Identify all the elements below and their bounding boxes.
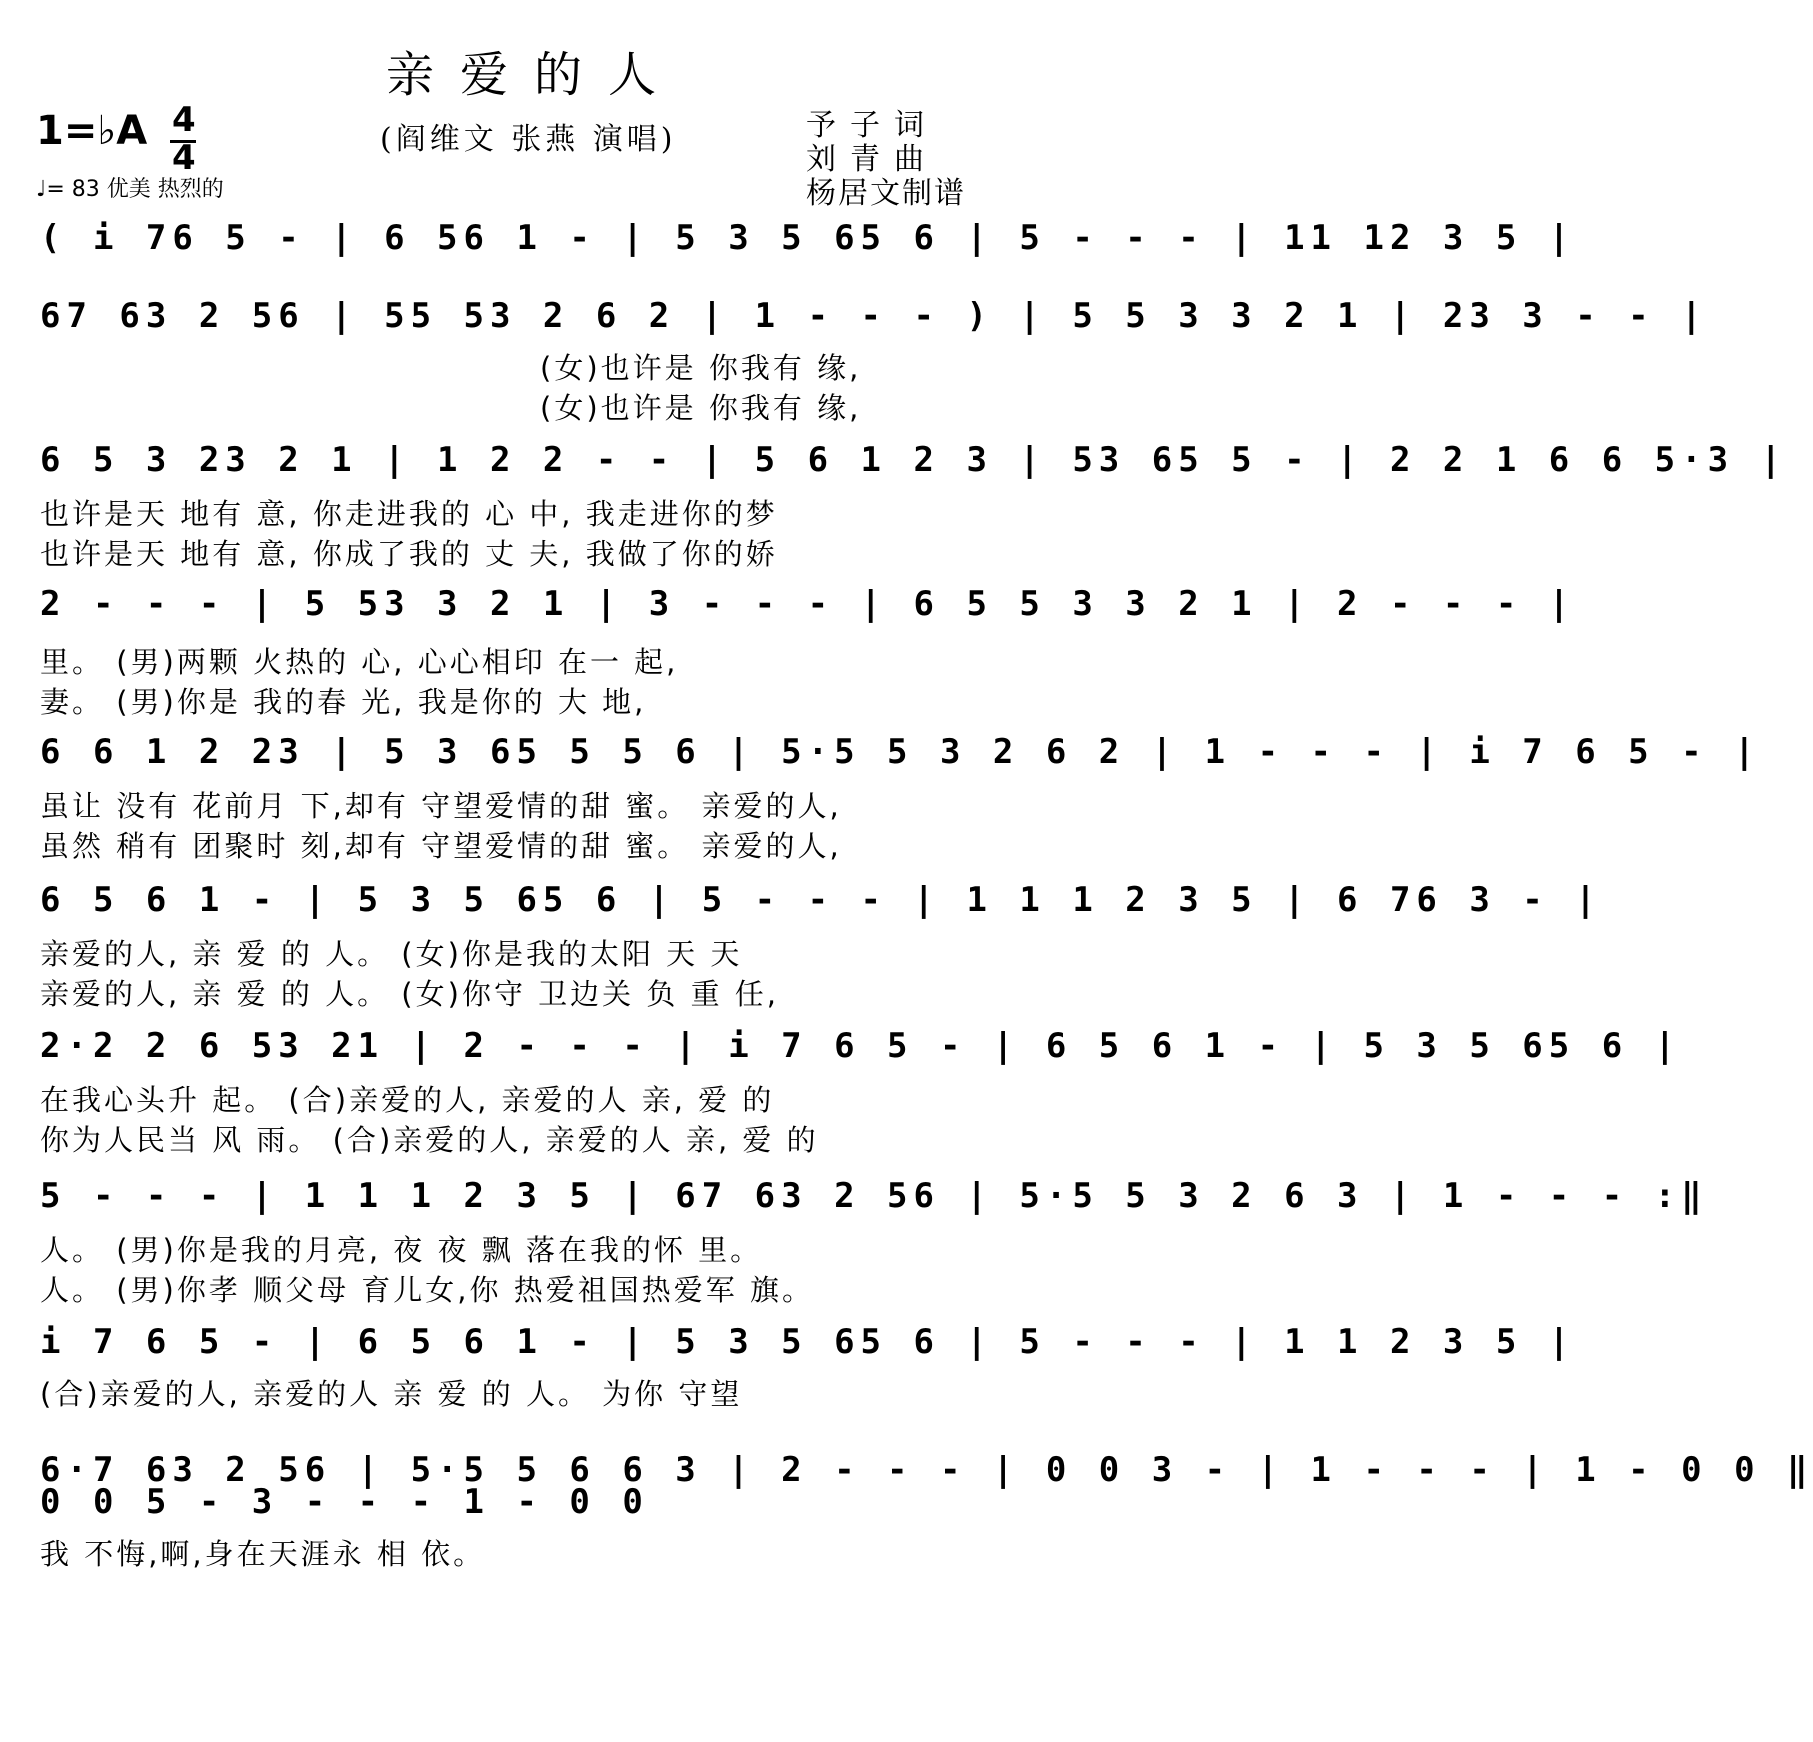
lyric-line-1: 亲爱的人, 亲 爱 的 人。 (女)你是我的太阳 天 天: [40, 937, 743, 971]
notation-line-lower: 0 0 5 - 3 - - - 1 - 0 0: [40, 1482, 649, 1522]
lyric-line-1: 人。 (男)你是我的月亮, 夜 夜 飘 落在我的怀 里。: [40, 1233, 763, 1267]
staff-system-1: [40, 218, 1576, 278]
staff-system-5: [40, 732, 1761, 863]
key-signature: 1=♭A: [36, 108, 148, 154]
lyric-line-2: 人。 (男)你孝 顺父母 育儿女,你 热爱祖国热爱军 旗。: [40, 1273, 814, 1307]
lyric-line-1: 虽让 没有 花前月 下,却有 守望爱情的甜 蜜。 亲爱的人,: [40, 789, 842, 823]
tempo-marking: ♩= 83 优美 热烈的: [36, 177, 224, 202]
lyric-line-1: 也许是天 地有 意, 你走进我的 心 中, 我走进你的梦: [40, 497, 778, 531]
notation-line: 6 5 6 1 - | 5 3 5 65 6 | 5 - - - | 1 1 1 2 3 5 | 6 76 3 - |: [40, 880, 1602, 920]
staff-system-6: [40, 880, 1602, 1011]
lyric-line-2: 亲爱的人, 亲 爱 的 人。 (女)你守 卫边关 负 重 任,: [40, 977, 780, 1011]
notation-line: 6 5 3 23 2 1 | 1 2 2 - - | 5 6 1 2 3 | 53 65 5 - | 2 2 1 6 6 5·3 |: [40, 440, 1788, 480]
singers-credit: (阎维文 张燕 演唱): [380, 122, 677, 157]
time-signature-top: 4: [172, 100, 196, 140]
notation-line: ( i 76 5 - | 6 56 1 - | 5 3 5 65 6 | 5 - - - | 11 12 3 5 |: [40, 218, 1576, 258]
lyric-line-1: 我 不悔,啊,身在天涯永 相 依。: [40, 1537, 486, 1571]
staff-system-8: [40, 1176, 1708, 1307]
lyric-line-2: (女)也许是 你我有 缘,: [540, 391, 862, 425]
lyric-line-1: (合)亲爱的人, 亲爱的人 亲 爱 的 人。 为你 守望: [40, 1377, 743, 1411]
arranger-credit: 杨居文制谱: [806, 176, 966, 211]
staff-system-2: [40, 296, 1708, 425]
staff-system-9: [40, 1322, 1576, 1412]
song-title: 亲爱的人: [386, 47, 683, 103]
staff-system-3: [40, 440, 1788, 571]
time-signature-bottom: 4: [172, 138, 196, 178]
notation-line: 6·7 63 2 56 | 5·5 5 6 6 3 | 2 - - - | 0 0 3 - | 1 - - - | 1 - 0 0 ‖: [40, 1450, 1813, 1490]
notation-line: 67 63 2 56 | 55 53 2 6 2 | 1 - - - ) | 5 5 3 3 2 1 | 23 3 - - |: [40, 296, 1708, 336]
notation-line: 5 - - - | 1 1 1 2 3 5 | 67 63 2 56 | 5·5 5 3 2 6 3 | 1 - - - :‖: [40, 1176, 1708, 1216]
lyricist-credit: 予子词: [806, 108, 938, 143]
lyric-line-2: 你为人民当 风 雨。 (合)亲爱的人, 亲爱的人 亲, 爱 的: [40, 1123, 819, 1157]
staff-system-7: [40, 1026, 1682, 1157]
staff-system-10: [40, 1450, 1813, 1600]
notation-line: 6 6 1 2 23 | 5 3 65 5 5 6 | 5·5 5 3 2 6 2 | 1 - - - | i 7 6 5 - |: [40, 732, 1761, 772]
lyric-line-1: 里。 (男)两颗 火热的 心, 心心相印 在一 起,: [40, 645, 679, 679]
composer-credit: 刘青曲: [806, 142, 938, 177]
staff-system-4: [40, 584, 1576, 719]
notation-line: i 7 6 5 - | 6 5 6 1 - | 5 3 5 65 6 | 5 - - - | 1 1 2 3 5 |: [40, 1322, 1576, 1362]
lyric-line-1: 在我心头升 起。 (合)亲爱的人, 亲爱的人 亲, 爱 的: [40, 1083, 775, 1117]
notation-line: 2 - - - | 5 53 3 2 1 | 3 - - - | 6 5 5 3 3 2 1 | 2 - - - |: [40, 584, 1576, 624]
lyric-line-2: 也许是天 地有 意, 你成了我的 丈 夫, 我做了你的娇: [40, 537, 778, 571]
lyric-line-1: (女)也许是 你我有 缘,: [540, 351, 862, 385]
lyric-line-2: 虽然 稍有 团聚时 刻,却有 守望爱情的甜 蜜。 亲爱的人,: [40, 829, 842, 863]
notation-line: 2·2 2 6 53 21 | 2 - - - | i 7 6 5 - | 6 5 6 1 - | 5 3 5 65 6 |: [40, 1026, 1682, 1066]
lyric-line-2: 妻。 (男)你是 我的春 光, 我是你的 大 地,: [40, 685, 647, 719]
